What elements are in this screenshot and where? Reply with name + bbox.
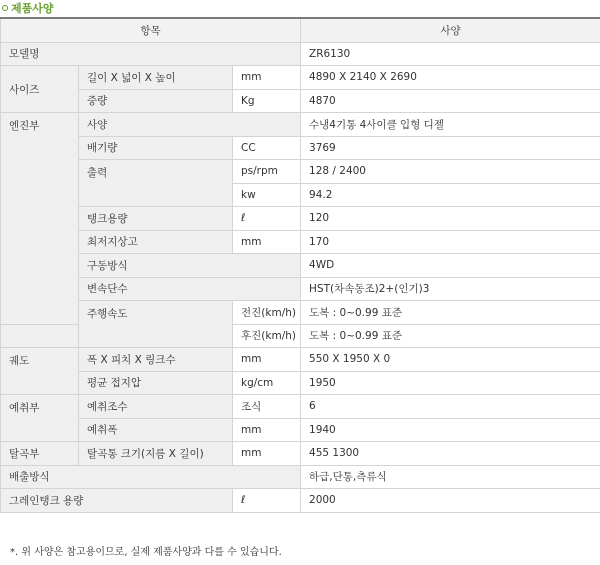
table-row — [1, 418, 600, 442]
table-row — [1, 277, 600, 301]
table-row — [1, 89, 600, 113]
table-row — [1, 230, 600, 254]
row-label: 탈곡통 크기(지름 X 길이) — [79, 442, 233, 466]
row-value: 1940 — [301, 418, 600, 442]
empty-cell — [1, 324, 79, 348]
header-item: 항목 — [1, 18, 301, 42]
table-header-row — [1, 18, 600, 42]
row-value: 170 — [301, 230, 600, 254]
row-label: 중량 — [79, 89, 233, 113]
row-unit: mm — [233, 418, 301, 442]
footnote: *. 위 사양은 참고용이므로, 실제 제품사양과 다를 수 있습니다. — [10, 547, 282, 558]
row-label: 폭 X 피치 X 링크수 — [79, 348, 233, 372]
row-value: 도복 : 0~0.99 표준 — [301, 324, 600, 348]
row-value: 6 — [301, 395, 600, 419]
row-unit: mm — [233, 230, 301, 254]
table-row — [1, 254, 600, 278]
row-unit: ℓ — [233, 489, 301, 513]
section-title — [2, 1, 54, 15]
row-value: 수냉4기통 4사이클 입형 디젤 — [301, 113, 600, 137]
row-label: 배기량 — [79, 136, 233, 160]
group-label: 예취부 — [1, 395, 79, 442]
row-value: 도복 : 0~0.99 표준 — [301, 301, 600, 325]
row-label: 예취조수 — [79, 395, 233, 419]
row-value: HST(차속동조)2+(인기)3 — [301, 277, 600, 301]
table-row — [1, 207, 600, 231]
row-unit: CC — [233, 136, 301, 160]
row-value: 3769 — [301, 136, 600, 160]
row-unit: mm — [233, 442, 301, 466]
section-title-text: 제품사양 — [11, 2, 54, 15]
group-label: 탈곡부 — [1, 442, 79, 466]
row-label: 출력 — [79, 160, 233, 207]
spec-table — [0, 17, 600, 513]
row-unit: mm — [233, 348, 301, 372]
header-spec: 사양 — [301, 18, 600, 42]
table-row — [1, 395, 600, 419]
table-row — [1, 465, 600, 489]
row-unit: kw — [233, 183, 301, 207]
row-unit: mm — [233, 66, 301, 90]
row-value: 550 X 1950 X 0 — [301, 348, 600, 372]
row-value: 128 / 2400 — [301, 160, 600, 184]
table-row — [1, 442, 600, 466]
row-value: ZR6130 — [301, 42, 600, 66]
row-unit: 후진(km/h) — [233, 324, 301, 348]
row-value: 4890 X 2140 X 2690 — [301, 66, 600, 90]
row-value: 94.2 — [301, 183, 600, 207]
row-label: 모델명 — [1, 42, 301, 66]
row-value: 4WD — [301, 254, 600, 278]
row-value: 120 — [301, 207, 600, 231]
table-row — [1, 113, 600, 137]
table-row — [1, 371, 600, 395]
table-row — [1, 66, 600, 90]
row-label: 구동방식 — [79, 254, 301, 278]
row-label: 사양 — [79, 113, 301, 137]
row-label: 예취폭 — [79, 418, 233, 442]
row-label: 주행속도 — [79, 301, 233, 348]
group-label: 엔진부 — [1, 113, 79, 325]
row-label: 길이 X 넓이 X 높이 — [79, 66, 233, 90]
row-label: 배출방식 — [1, 465, 301, 489]
group-label: 사이즈 — [1, 66, 79, 113]
table-row — [1, 136, 600, 160]
table-row — [1, 160, 600, 184]
row-value: 4870 — [301, 89, 600, 113]
table-row — [1, 489, 600, 513]
row-value: 하급,단통,측류식 — [301, 465, 600, 489]
row-unit: ℓ — [233, 207, 301, 231]
table-row — [1, 301, 600, 325]
row-unit: ps/rpm — [233, 160, 301, 184]
row-label: 변속단수 — [79, 277, 301, 301]
row-unit: Kg — [233, 89, 301, 113]
row-label: 그레인탱크 용량 — [1, 489, 233, 513]
row-unit: 조식 — [233, 395, 301, 419]
row-value: 455 1300 — [301, 442, 600, 466]
row-label: 최저지상고 — [79, 230, 233, 254]
table-row — [1, 42, 600, 66]
row-value: 1950 — [301, 371, 600, 395]
row-unit: 전진(km/h) — [233, 301, 301, 325]
row-unit: kg/cm — [233, 371, 301, 395]
row-label: 탱크용량 — [79, 207, 233, 231]
row-label: 평균 접지압 — [79, 371, 233, 395]
row-value: 2000 — [301, 489, 600, 513]
table-row — [1, 348, 600, 372]
group-label: 궤도 — [1, 348, 79, 395]
circle-bullet-icon — [2, 5, 8, 11]
